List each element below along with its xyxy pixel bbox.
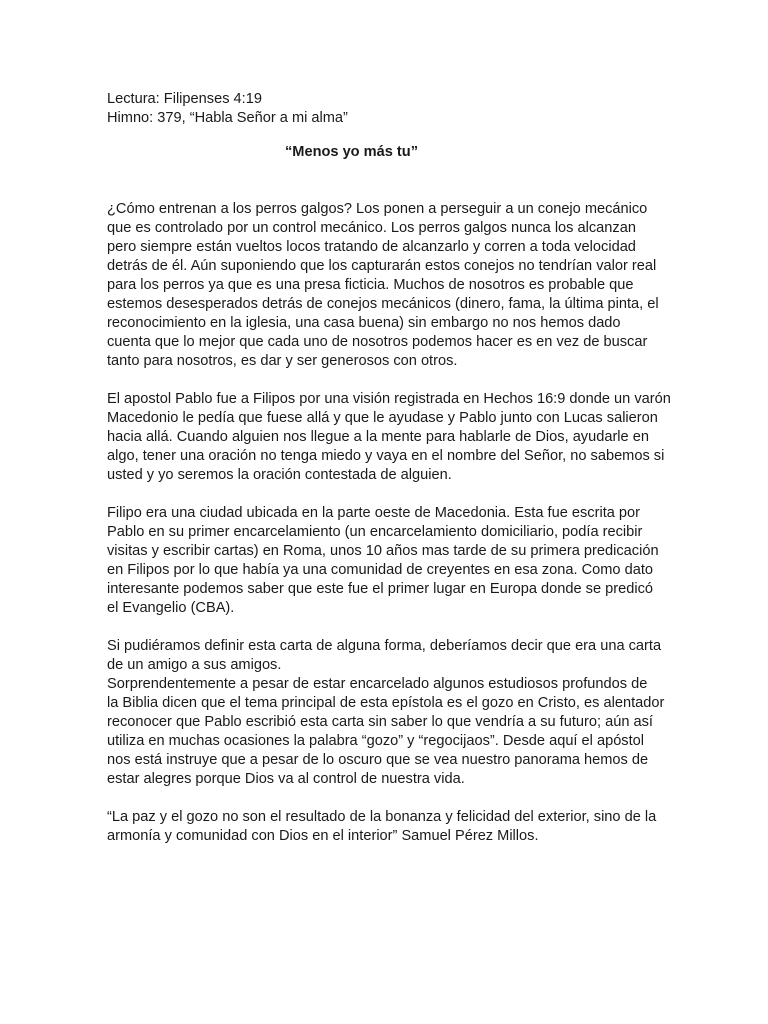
text-line: cuenta que lo mejor que cada uno de nosotros podemos hacer es en vez de buscar bbox=[107, 334, 648, 350]
text-line: la Biblia dicen que el tema principal de esta epístola es el gozo en Cristo, es alentador bbox=[107, 695, 665, 711]
text-line: estar alegres porque Dios va al control de nuestra vida. bbox=[107, 771, 465, 787]
document-body bbox=[107, 90, 671, 846]
text-line: el Evangelio (CBA). bbox=[107, 600, 235, 616]
text-line: reconocer que Pablo escribió esta carta sin saber lo que vendría a su futuro; aún así bbox=[107, 714, 653, 730]
text-line: utiliza en muchas ocasiones la palabra “gozo” y “regocijaos”. Desde aquí el apóstol bbox=[107, 733, 645, 749]
text-line: que es controlado por un control mecánico. Los perros galgos nunca los alcanzan bbox=[107, 220, 636, 236]
text-line: interesante podemos saber que este fue el primer lugar en Europa donde se predicó bbox=[107, 581, 653, 597]
text-line: algo, tener una oración no tenga miedo y vaya en el nombre del Señor, no sabemos si bbox=[107, 448, 665, 464]
text-line: pero siempre están vueltos locos tratando de alcanzarlo y corren a toda velocidad bbox=[107, 239, 636, 255]
text-line: ¿Cómo entrenan a los perros galgos? Los ponen a perseguir a un conejo mecánico bbox=[107, 201, 648, 217]
text-line: tanto para nosotros, es dar y ser generosos con otros. bbox=[107, 353, 458, 369]
text-line: visitas y escribir cartas) en Roma, unos 10 años mas tarde de su primera predicación bbox=[107, 543, 659, 559]
paragraph-joy-theme bbox=[107, 675, 667, 789]
paragraph-quote bbox=[107, 808, 667, 846]
text-line: Sorprendentemente a pesar de estar encarcelado algunos estudiosos profundos de bbox=[107, 676, 648, 692]
text-line: “La paz y el gozo no son el resultado de la bonanza y felicidad del exterior, sino de la bbox=[107, 809, 657, 825]
text-line: Macedonio le pedía que fuese allá y que le ayudase y Pablo junto con Lucas salieron bbox=[107, 410, 658, 426]
text-line: Pablo en su primer encarcelamiento (un encarcelamiento domiciliario, podía recibir bbox=[107, 524, 643, 540]
text-line: para los perros ya que es una presa ficticia. Muchos de nosotros es probable que bbox=[107, 277, 634, 293]
reading-reference: Lectura: Filipenses 4:19 bbox=[107, 91, 262, 107]
text-line: en Filipos por lo que había ya una comunidad de creyentes en esa zona. Como dato bbox=[107, 562, 653, 578]
text-line: hacia allá. Cuando alguien nos llegue a la mente para hablarle de Dios, ayudarle en bbox=[107, 429, 649, 445]
text-line: usted y yo seremos la oración contestada de alguien. bbox=[107, 467, 452, 483]
text-line: Filipo era una ciudad ubicada en la parte oeste de Macedonia. Esta fue escrita por bbox=[107, 505, 641, 521]
sermon-title: “Menos yo más tu” bbox=[285, 144, 418, 160]
text-line: armonía y comunidad con Dios en el interior” Samuel Pérez Millos. bbox=[107, 828, 539, 844]
text-line: de un amigo a sus amigos. bbox=[107, 657, 282, 673]
text-line: El apostol Pablo fue a Filipos por una visión registrada en Hechos 16:9 donde un varón bbox=[107, 391, 671, 407]
text-line: reconocimiento en la iglesia, una casa buena) sin embargo no nos hemos dado bbox=[107, 315, 621, 331]
text-line: nos está instruye que a pesar de lo oscuro que se vea nuestro panorama hemos de bbox=[107, 752, 649, 768]
paragraph-letter-definition bbox=[107, 637, 667, 675]
hymn-reference: Himno: 379, “Habla Señor a mi alma” bbox=[107, 110, 348, 126]
text-line: detrás de él. Aún suponiendo que los capturarán estos conejos no tendrían valor real bbox=[107, 258, 657, 274]
paragraph-greyhounds bbox=[107, 200, 667, 371]
text-line: Si pudiéramos definir esta carta de alguna forma, deberíamos decir que era una carta bbox=[107, 638, 662, 654]
paragraph-paul-philippi bbox=[107, 390, 671, 485]
paragraph-philippi-city bbox=[107, 504, 667, 618]
text-line: estemos desesperados detrás de conejos mecánicos (dinero, fama, la última pinta, el bbox=[107, 296, 659, 312]
